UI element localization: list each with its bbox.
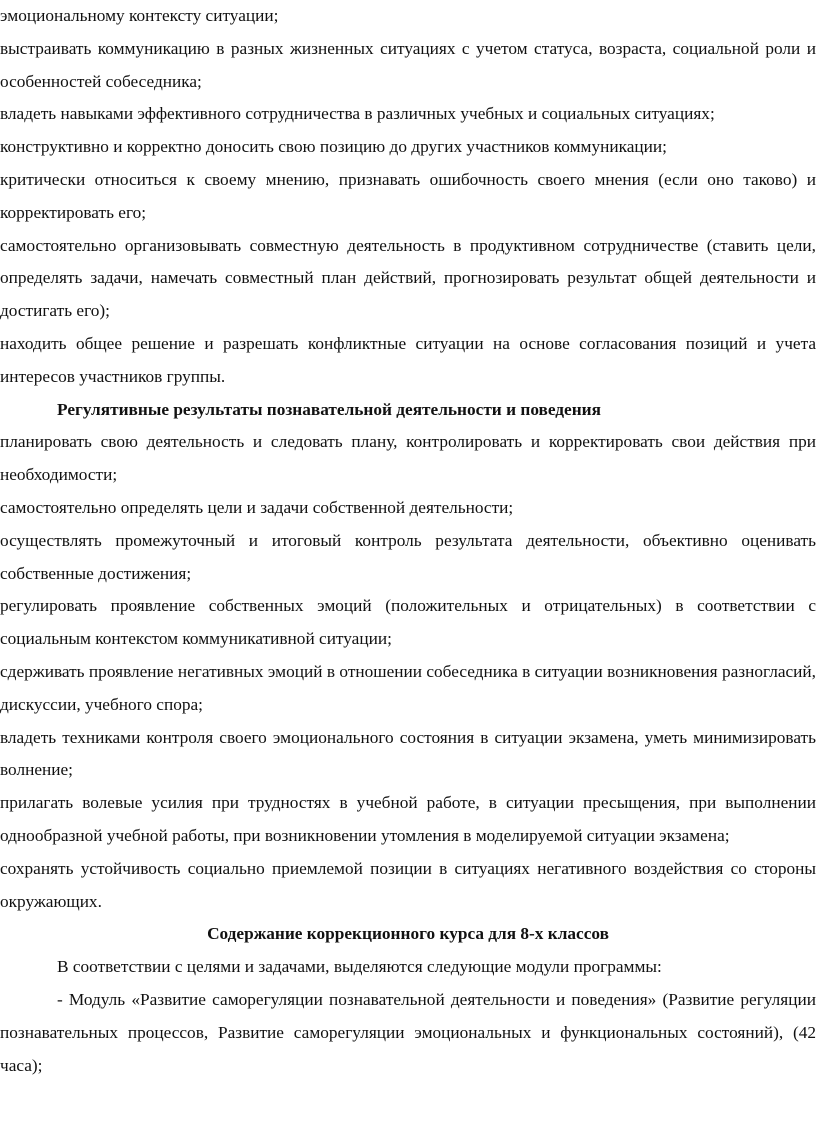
paragraph: выстраивать коммуникацию в разных жизненных ситуациях с учетом статуса, возраста, социальной роли и особенностей собеседника; (0, 38, 816, 91)
paragraph: сдерживать проявление негативных эмоций в отношении собеседника в ситуации возникновения разногласий, дискуссии, учебного спора; (0, 661, 816, 714)
paragraph: находить общее решение и разрешать конфликтные ситуации на основе согласования позиций и учета интересов участников группы. (0, 333, 816, 386)
paragraph: самостоятельно организовывать совместную деятельность в продуктивном сотрудничестве (ставить цели, определять задачи, намечать совместный план действий, прогнозировать результат общей деятельности и достигать его); (0, 235, 816, 321)
paragraph: регулировать проявление собственных эмоций (положительных и отрицательных) в соответствии с социальным контекстом коммуникативной ситуации; (0, 596, 816, 649)
module-paragraph: - Модуль «Развитие саморегуляции познавательной деятельности и поведения» (Развитие регуляции познавательных процессов, Развитие саморегуляции эмоциональных и функциональных состояний), (42 часа); (0, 989, 816, 1075)
section-heading-content: Содержание коррекционного курса для 8-х классов (207, 924, 609, 944)
paragraph: осуществлять промежуточный и итоговый контроль результата деятельности, объективно оценивать собственные достижения; (0, 530, 816, 583)
intro-paragraph: В соответствии с целями и задачами, выделяются следующие модули программы: (57, 957, 662, 977)
section-heading-regulative: Регулятивные результаты познавательной деятельности и поведения (57, 399, 601, 419)
paragraph: владеть техниками контроля своего эмоционального состояния в ситуации экзамена, уметь минимизировать волнение; (0, 727, 816, 780)
paragraph: конструктивно и корректно доносить свою позицию до других участников коммуникации; (0, 137, 667, 157)
paragraph: сохранять устойчивость социально приемлемой позиции в ситуациях негативного воздействия со стороны окружающих. (0, 858, 816, 911)
paragraph: критически относиться к своему мнению, признавать ошибочность своего мнения (если оно таково) и корректировать его; (0, 169, 816, 222)
paragraph: прилагать волевые усилия при трудностях в учебной работе, в ситуации пресыщения, при выполнении однообразной учебной работы, при возникновении утомления в моделируемой ситуации экзамена; (0, 793, 816, 845)
paragraph: владеть навыками эффективного сотрудничества в различных учебных и социальных ситуациях; (0, 104, 715, 124)
paragraph: планировать свою деятельность и следовать плану, контролировать и корректировать свои действия при необходимости; (0, 432, 816, 485)
paragraph: самостоятельно определять цели и задачи собственной деятельности; (0, 497, 514, 517)
paragraph: эмоциональному контексту ситуации; (0, 6, 279, 25)
